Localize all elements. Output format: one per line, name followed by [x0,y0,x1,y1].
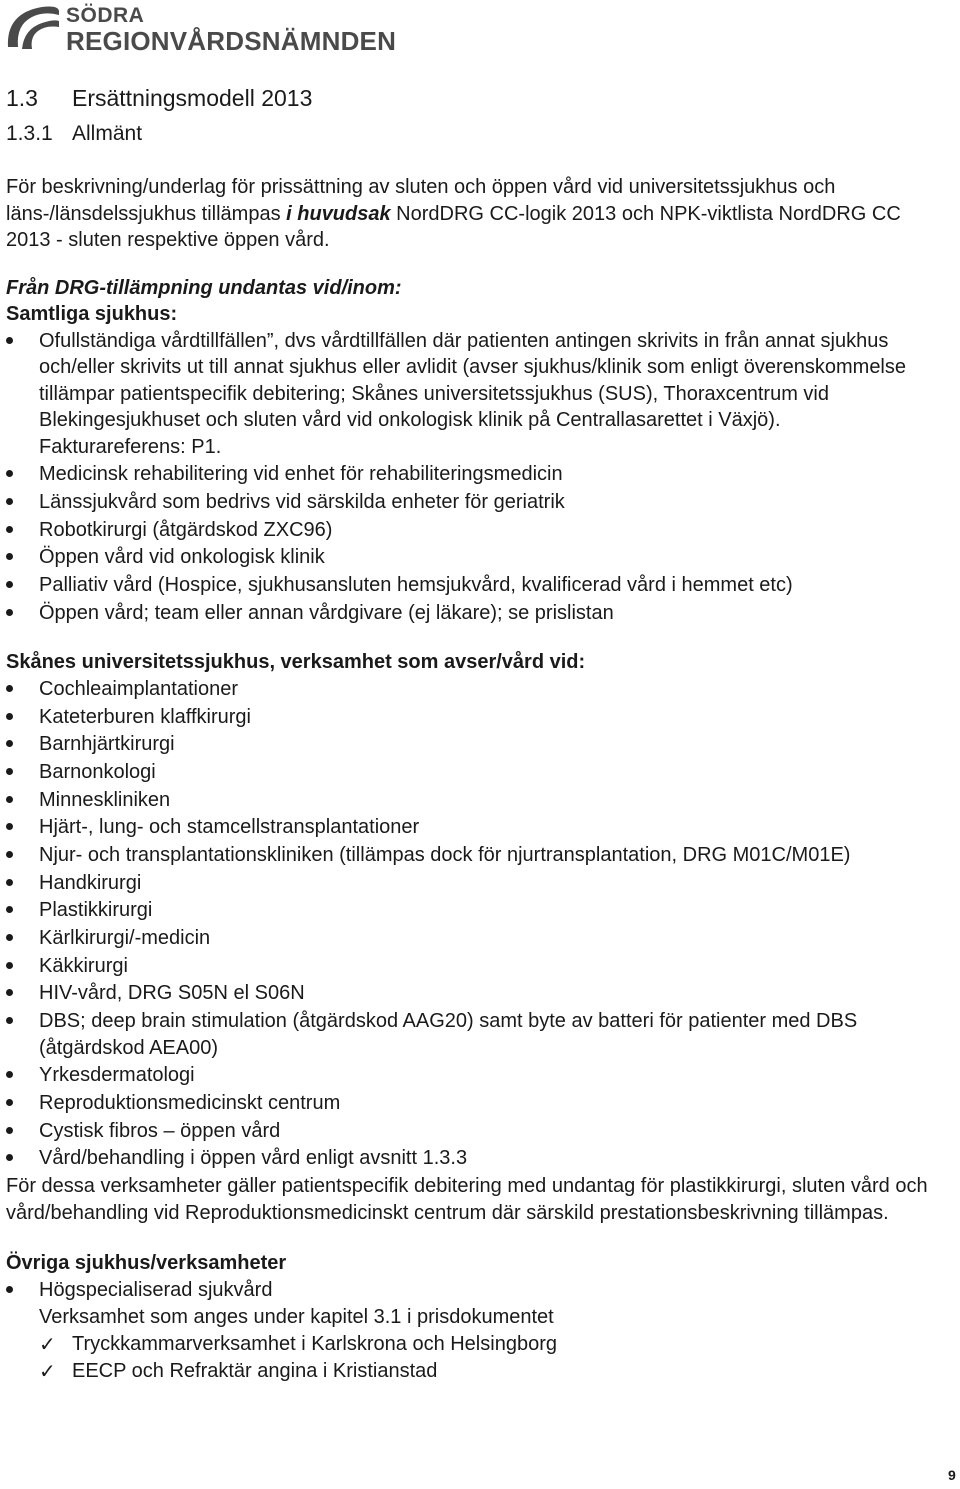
intro-text-2: NordDRG CC-logik 2013 och NPK-viktlista NordDRG CC 2013 - sluten respektive öppen vård. [6,202,901,251]
section-number: 1.3 [6,85,38,111]
list-item: Cystisk fibros – öppen vård [6,1118,936,1145]
list-item: Högspecialiserad sjukvård [6,1277,936,1304]
all-hospitals-heading: Samtliga sjukhus: [6,303,178,325]
list-item: Yrkesdermatologi [6,1062,936,1089]
page-number: 9 [948,1467,956,1483]
list-item: Plastikkirurgi [6,897,936,924]
section-title: Ersättningsmodell 2013 [72,85,313,111]
list-item: Käkkirurgi [6,953,936,980]
check-item [6,1358,936,1385]
check-item [6,1331,936,1358]
section-heading [6,84,936,120]
check-item-text: Tryckkammarverksamhet i Karlskrona och Helsingborg [72,1332,557,1355]
intro-text-1: För beskrivning/underlag för prissättning av sluten och öppen vård vid universitetssjukhus och läns-/länsdelssjukhus tillämpas [6,176,836,225]
subsection-title: Allmänt [72,122,143,145]
spacer [6,1226,936,1250]
list-item: DBS; deep brain stimulation (åtgärdskod AAG20) samt byte av batteri för patienter med DBS (åtgärdskod AEA00) [6,1008,936,1061]
other-subtext: Verksamhet som anges under kapitel 3.1 i prisdokumentet [39,1306,554,1329]
check-item-text: EECP och Refraktär angina i Kristianstad [72,1360,438,1383]
region-logo-icon [4,3,60,53]
list-item: Hjärt-, lung- och stamcellstransplantationer [6,814,936,841]
list-item: Barnhjärtkirurgi [6,731,936,758]
sus-heading: Skånes universitetssjukhus, verksamhet som avser/vård vid: [6,651,586,674]
list-item: Minneskliniken [6,787,936,814]
logo [4,3,397,56]
logo-line-1: SÖDRA [66,4,145,27]
list-item: Robotkirurgi (åtgärdskod ZXC96) [6,517,936,544]
list-item: Njur- och transplantationskliniken (tillämpas dock för njurtransplantation, DRG M01C/M01E) [6,842,936,869]
spacer [6,627,936,649]
sus-note: För dessa verksamheter gäller patientspecifik debitering med undantag för plastikkirurgi, sluten vård och vård/behandling vid Reproduktionsmedicinskt centrum där särskild prestationsbeskrivning tillämpas. [6,1175,928,1224]
list-item: Barnonkologi [6,759,936,786]
logo-line-2: REGIONVÅRDSNÄMNDEN [66,26,397,56]
list-item: Medicinsk rehabilitering vid enhet för rehabiliteringsmedicin [6,461,936,488]
invoice-reference: Fakturareferens: P1. [39,435,222,458]
other-heading: Övriga sjukhus/verksamheter [6,1252,287,1274]
check-icon: ✓ [39,1361,56,1384]
sus-list [6,676,936,1172]
exceptions-list [6,328,936,627]
list-item: Handkirurgi [6,870,936,897]
subsection-heading [6,120,936,174]
list-item: Öppen vård vid onkologisk klinik [6,544,936,571]
subsection-number: 1.3.1 [6,122,53,145]
exceptions-heading: Från DRG-tillämpning undantas vid/inom: [6,276,402,299]
list-item: Kateterburen klaffkirurgi [6,704,936,731]
other-list [6,1277,936,1304]
check-list [6,1331,936,1385]
list-item: Vård/behandling i öppen vård enligt avsnitt 1.3.3 [6,1145,936,1172]
list-item-text: Ofullständiga vårdtillfällen”, dvs vårdtillfällen där patienten antingen skrivits in från annat sjukhus och/eller skrivits ut till annat sjukhus eller avlidit (avser sjukhus/klinik som enligt överenskommelse tillämpar patientspecifik debitering; Skånes universitetssjukhus (SUS), Thoraxcentrum vid Blekingesjukhuset och sluten vård vid onkologisk klinik på Centrallasarettet i Växjö). [39,329,907,431]
list-item [6,328,936,461]
list-item: Öppen vård; team eller annan vårdgivare (ej läkare); se prislistan [6,600,936,627]
document-body [6,84,936,1386]
list-item: Reproduktionsmedicinskt centrum [6,1090,936,1117]
intro-emphasis: i huvudsak [286,202,391,225]
list-item: Palliativ vård (Hospice, sjukhusansluten hemsjukvård, kvalificerad vård i hemmet etc) [6,572,936,599]
list-item: Kärlkirurgi/-medicin [6,925,936,952]
check-icon: ✓ [39,1333,56,1356]
list-item: HIV-vård, DRG S05N el S06N [6,980,936,1007]
list-item: Cochleaimplantationer [6,676,936,703]
list-item: Länssjukvård som bedrivs vid särskilda enheter för geriatrik [6,489,936,516]
intro-paragraph [6,174,936,254]
